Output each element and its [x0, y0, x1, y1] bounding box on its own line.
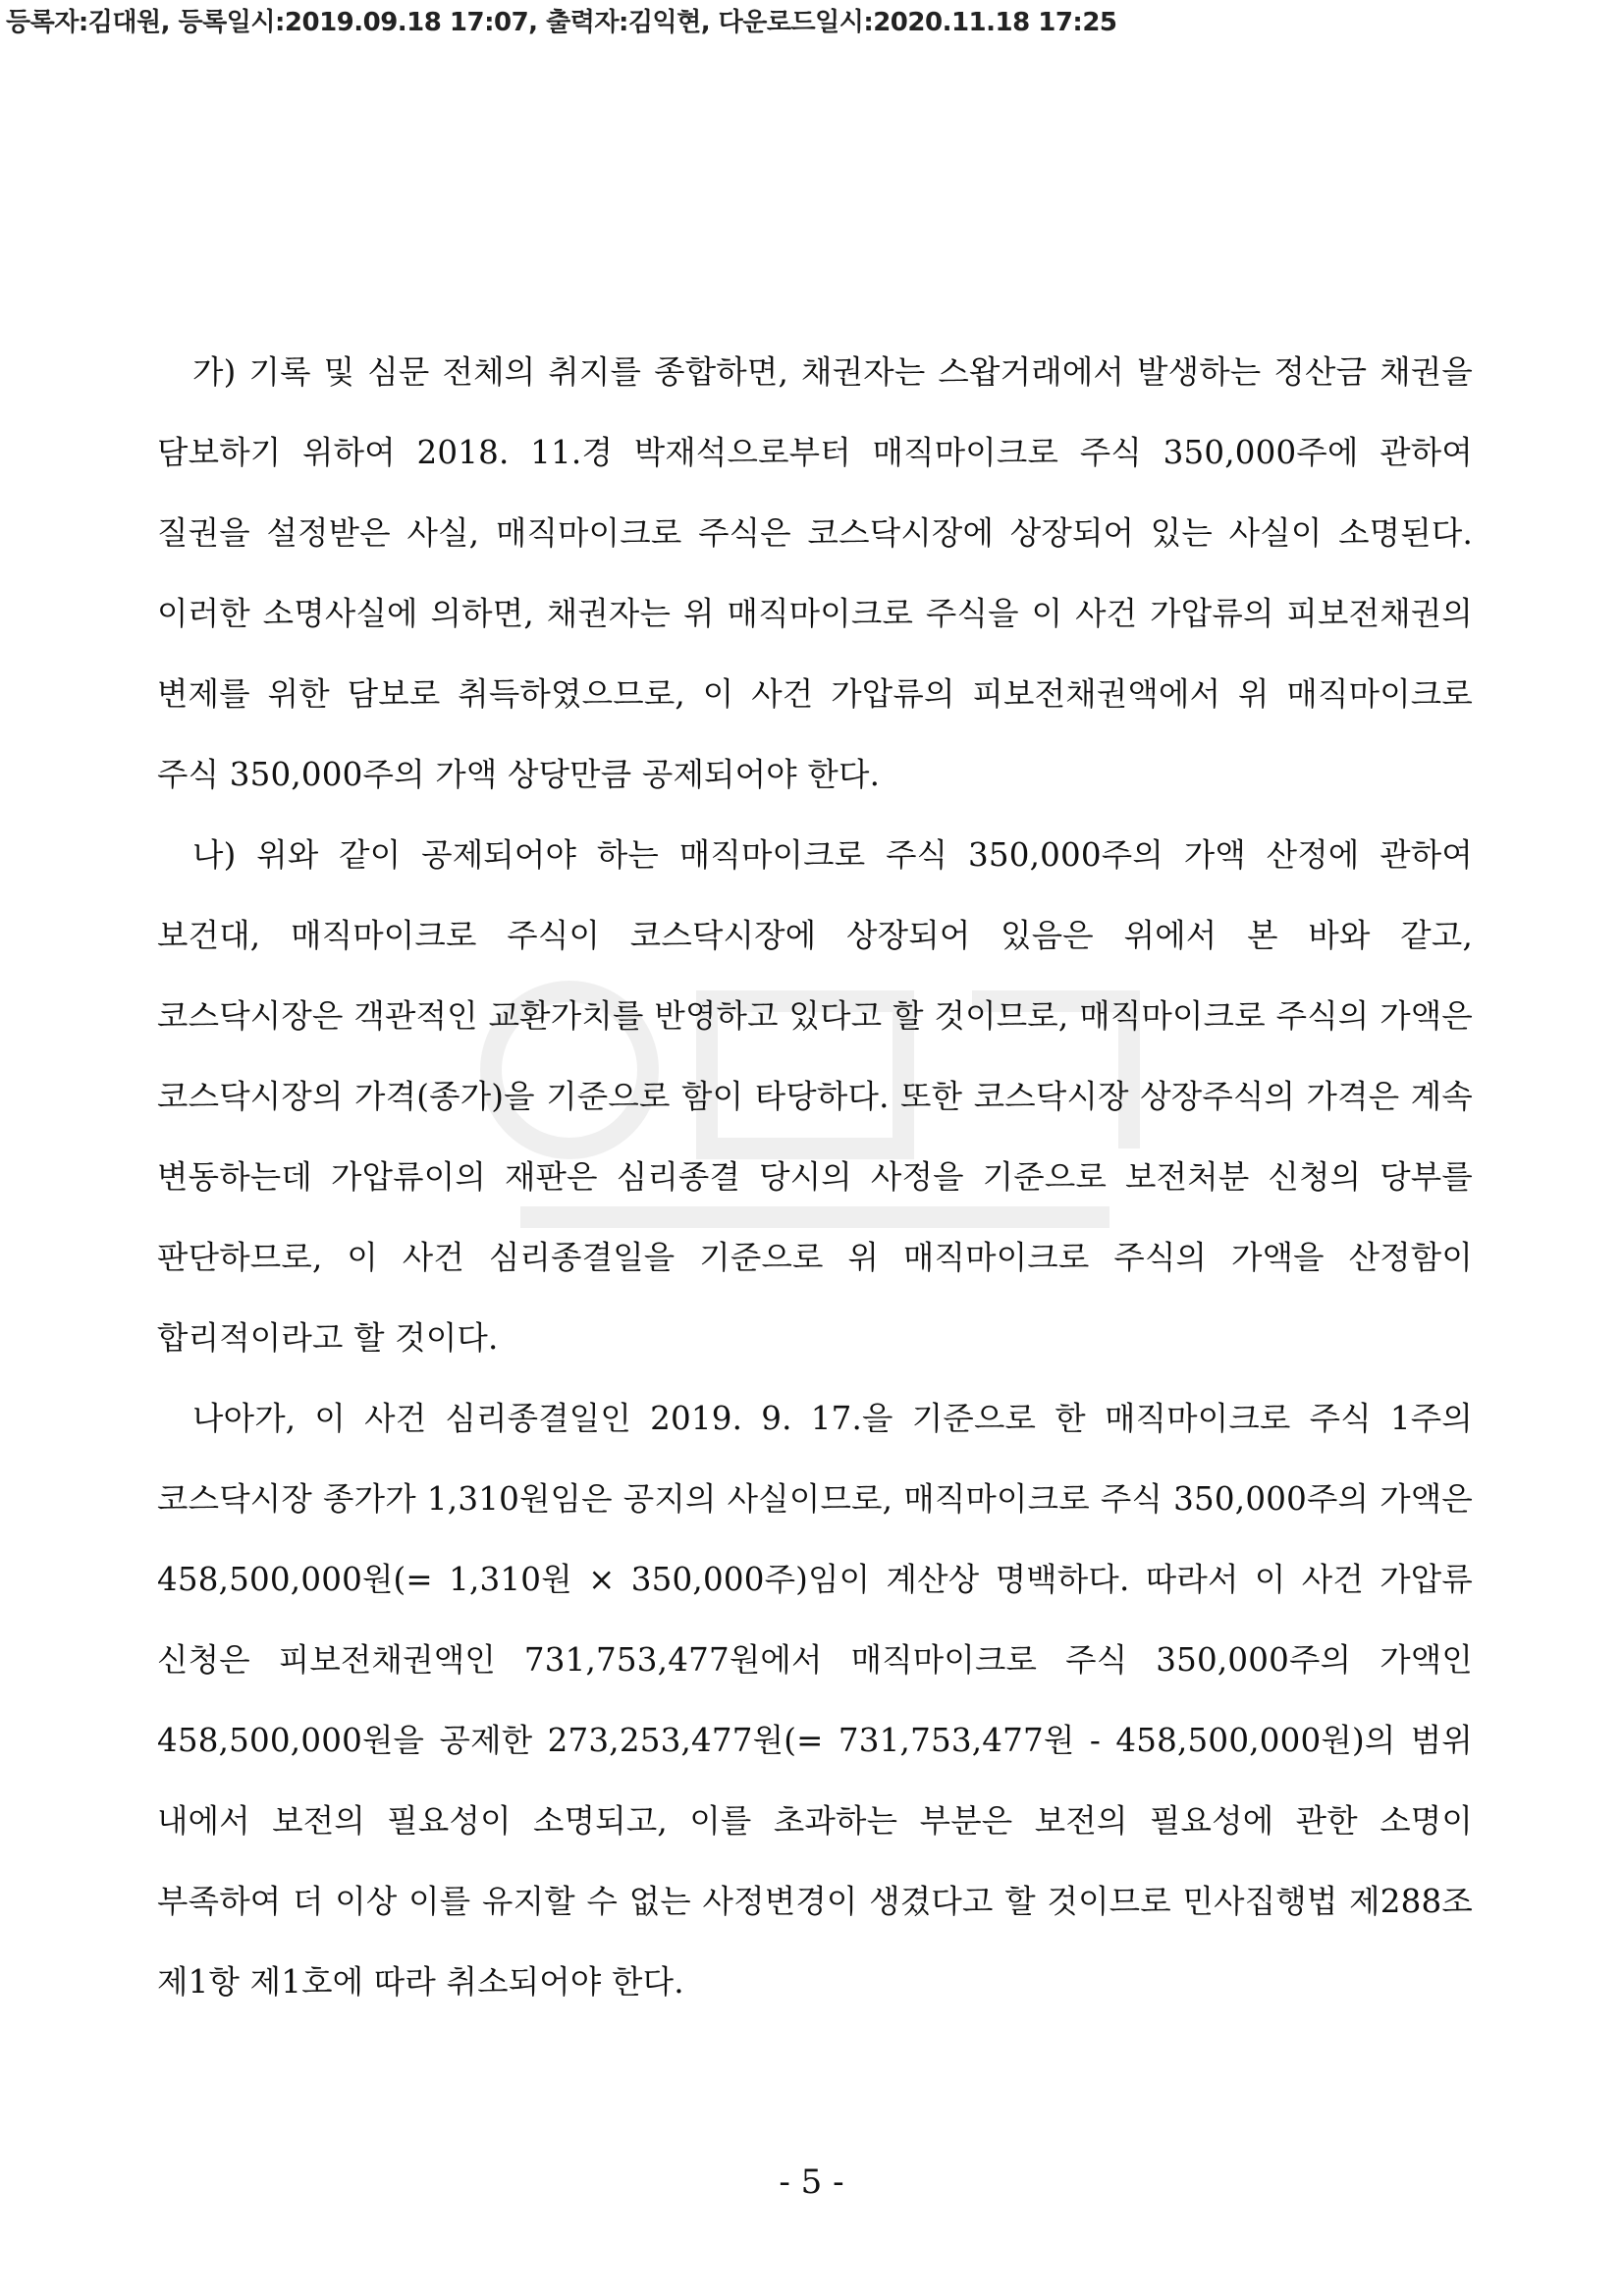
paragraph-ga: 가) 기록 및 심문 전체의 취지를 종합하면, 채권자는 스왑거래에서 발생하는 정산금 채권을 담보하기 위하여 2018. 11.경 박재석으로부터 매직마이크로 주식 350,000주에 관하여 질권을 설정받은 사실, 매직마이크로 주식은 코스닥시장에 상장되어 있는 사실이 소명된다. 이러한 소명사실에 의하면, 채권자는 위 매직마이크로 주식을 이 사건 가압류의 피보전채권의 변제를 위한 담보로 취득하였으므로, 이 사건 가압류의 피보전채권액에서 위 매직마이크로 주식 350,000주의 가액 상당만큼 공제되어야 한다.	[157, 353, 1473, 793]
paragraph-na: 나) 위와 같이 공제되어야 하는 매직마이크로 주식 350,000주의 가액 산정에 관하여 보건대, 매직마이크로 주식이 코스닥시장에 상장되어 있음은 위에서 본 바와 같고, 코스닥시장은 객관적인 교환가치를 반영하고 있다고 할 것이므로, 매직마이크로 주식의 가액은 코스닥시장의 가격(종가)을 기준으로 함이 타당하다. 또한 코스닥시장 상장주식의 가격은 계속 변동하는데 가압류이의 재판은 심리종결 당시의 사정을 기준으로 보전처분 신청의 당부를 판단하므로, 이 사건 심리종결일을 기준으로 위 매직마이크로 주식의 가액을 산정함이 합리적이라고 할 것이다.	[157, 836, 1473, 1357]
paragraph-conclusion: 나아가, 이 사건 심리종결일인 2019. 9. 17.을 기준으로 한 매직마이크로 주식 1주의 코스닥시장 종가가 1,310원임은 공지의 사실이므로, 매직마이크로 주식 350,000주의 가액은 458,500,000원(= 1,310원 × 350,000주)임이 계산상 명백하다. 따라서 이 사건 가압류 신청은 피보전채권액인 731,753,477원에서 매직마이크로 주식 350,000주의 가액인 458,500,000원을 공제한 273,253,477원(= 731,753,477원 - 458,500,000원)의 범위 내에서 보전의 필요성이 소명되고, 이를 초과하는 부분은 보전의 필요성에 관한 소명이 부족하여 더 이상 이를 유지할 수 없는 사정변경이 생겼다고 할 것이므로 민사집행법 제288조 제1항 제1호에 따라 취소되어야 한다.	[157, 1400, 1473, 2001]
download-meta-header: 등록자:김대원, 등록일시:2019.09.18 17:07, 출력자:김익현, 다운로드일시:2020.11.18 17:25	[6, 8, 1117, 37]
document-body	[157, 332, 1473, 2022]
page-number: - 5 -	[779, 2163, 844, 2202]
